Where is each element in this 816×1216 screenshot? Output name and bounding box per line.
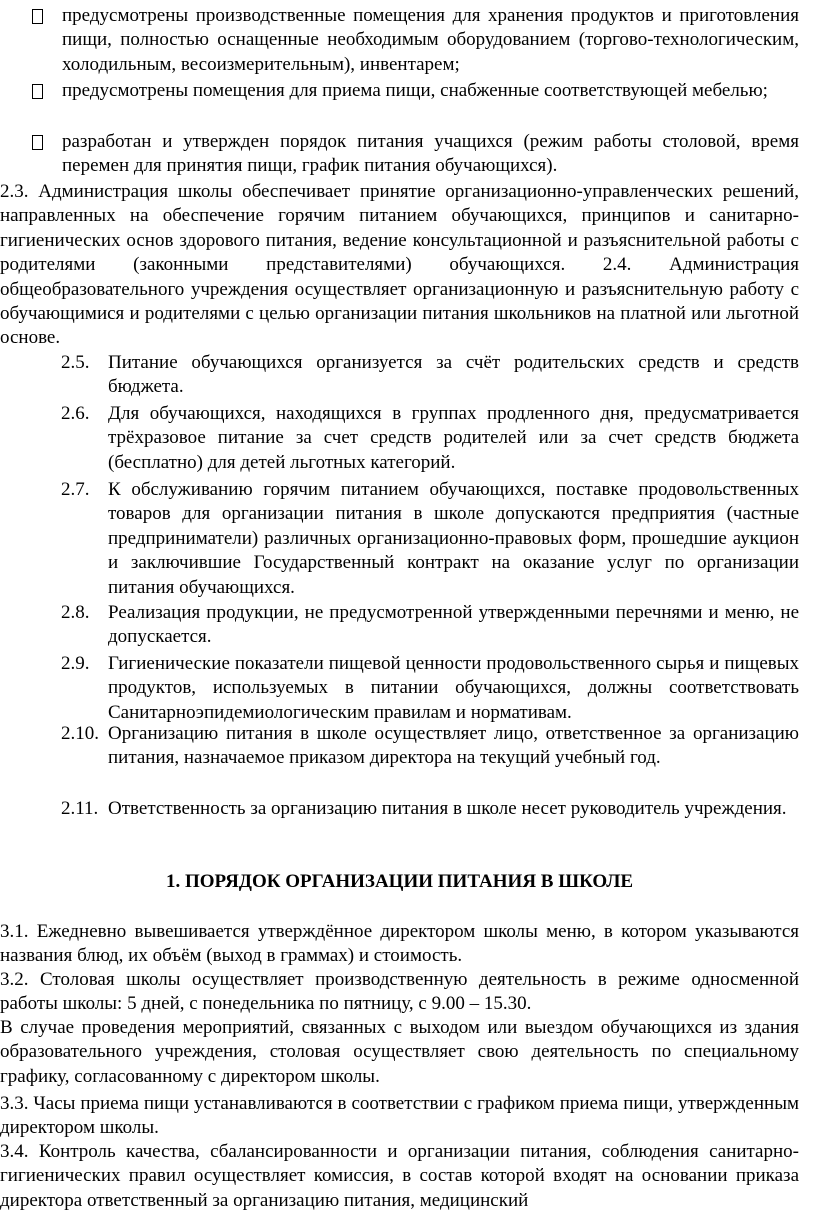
bullet-box-icon <box>32 84 43 99</box>
bullet-item: предусмотрены помещения для приема пищи, снабженные соответствующей мебелью; <box>62 80 768 101</box>
list-item-text: Ответственность за организацию питания в школе несет руководитель учреждения. <box>108 798 787 819</box>
paragraph-3-2: 3.2. Столовая школы осуществляет производственную деятельность в режиме односменной работы школы: 5 дней, с понедельника по пятницу, с 9.00 – 15.30. <box>0 969 799 1015</box>
section-heading: 1. ПОРЯДОК ОРГАНИЗАЦИИ ПИТАНИЯ В ШКОЛЕ <box>165 871 634 892</box>
bullet-box-icon <box>32 9 43 24</box>
paragraph-2-3: 2.3. Администрация школы обеспечивает принятие организационно-управленческих решений, направленных на обеспечение горячим питанием обучающихся, принципов и санитарно-гигиенических основ здорового питания, ведение консультационной и разъяснительной работы с родителями (законными представителями) обучающихся. 2.4. Администрация общеобразовательного учреждения осуществляет организационную и разъяснительную работу с обучающимися и родителями с целью организации питания школьников на платной или льготной основе. <box>0 181 799 349</box>
list-item-text: Гигиенические показатели пищевой ценности продовольственного сырья и пищевых продуктов, используемых в питании обучающихся, должны соответствовать Санитарноэпидемиологическим правилам и нормативам. <box>108 653 799 723</box>
list-item-text: К обслуживанию горячим питанием обучающихся, поставке продовольственных товаров для организации питания в школе допускаются предприятия (частные предприниматели) различных организационно-правовых форм, прошедшие аукцион и заключившие Государственный контракт на оказание услуг по организации питания обучающихся. <box>108 479 799 598</box>
list-item-text: Организацию питания в школе осуществляет лицо, ответственное за организацию питания, назначаемое приказом директора на текущий учебный год. <box>108 723 799 769</box>
item-number: 2.11. <box>61 798 99 819</box>
list-item-text: Питание обучающихся организуется за счёт родительских средств и средств бюджета. <box>108 352 799 398</box>
bullet-item: предусмотрены производственные помещения для хранения продуктов и приготовления пищи, полностью оснащенные необходимым оборудованием (торгово-технологическим, холодильным, весоизмерительным), инвентарем; <box>62 5 799 75</box>
item-number: 2.9. <box>61 653 90 674</box>
list-item-text: Реализация продукции, не предусмотренной утвержденными перечнями и меню, не допускается. <box>108 602 799 648</box>
paragraph-3-3: 3.3. Часы приема пищи устанавливаются в соответствии с графиком приема пищи, утвержденным директором школы. <box>0 1093 799 1139</box>
item-number: 2.8. <box>61 602 90 623</box>
paragraph-events: В случае проведения мероприятий, связанных с выходом или выездом обучающихся из здания образовательного учреждения, столовая осуществляет свою деятельность по специальному графику, согласованному с директором школы. <box>0 1017 799 1087</box>
paragraph-3-4: 3.4. Контроль качества, сбалансированности и организации питания, соблюдения санитарно-гигиенических правил осуществляет комиссия, в состав которой входят на основании приказа директора ответственный за организацию питания, медицинский <box>0 1141 799 1211</box>
paragraph-3-1: 3.1. Ежедневно вывешивается утверждённое директором школы меню, в котором указываются названия блюд, их объём (выход в граммах) и стоимость. <box>0 921 799 967</box>
list-item-text: Для обучающихся, находящихся в группах продленного дня, предусматривается трёхразовое питание за счет средств родителей или за счет средств бюджета (бесплатно) для детей льготных категорий. <box>108 403 799 473</box>
item-number: 2.10. <box>61 723 99 744</box>
bullet-box-icon <box>32 135 43 150</box>
item-number: 2.7. <box>61 479 90 500</box>
item-number: 2.6. <box>61 403 90 424</box>
bullet-item: разработан и утвержден порядок питания учащихся (режим работы столовой, время перемен для принятия пищи, график питания обучающихся). <box>62 131 799 177</box>
item-number: 2.5. <box>61 352 90 373</box>
